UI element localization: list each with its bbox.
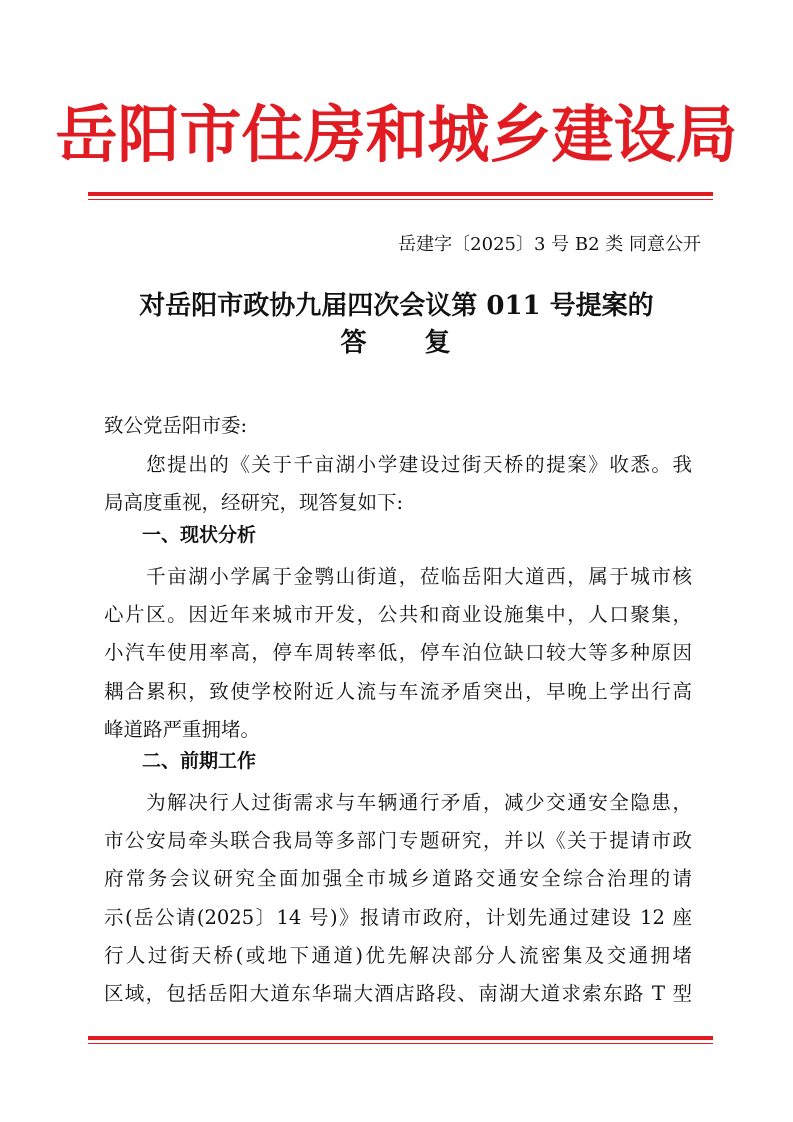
document-title-line1: 对岳阳市政协九届四次会议第 011 号提案的 bbox=[139, 291, 654, 321]
document-title-line2: 答 复 bbox=[340, 328, 453, 358]
document-number: 岳建字〔2025〕3 号 B2 类 同意公开 bbox=[398, 234, 701, 255]
paragraph-line: 心片区。因近年来城市开发，公共和商业设施集中，人口聚集， bbox=[104, 603, 692, 627]
paragraph-line: 您提出的《关于千亩湖小学建设过街天桥的提案》收悉。我 bbox=[104, 453, 692, 476]
paragraph-line: 市公安局牵头联合我局等多部门专题研究，并以《关于提请市政 bbox=[104, 829, 692, 853]
paragraph-line: 行人过街天桥(或地下通道)优先解决部分人流密集及交通拥堵 bbox=[104, 943, 692, 967]
paragraph-line: 局高度重视，经研究，现答复如下: bbox=[104, 491, 404, 515]
paragraph-line: 示(岳公请(2025〕14 号)》报请市政府，计划先通过建设 12 座 bbox=[104, 905, 692, 929]
intro-paragraph bbox=[104, 446, 692, 522]
letterhead-rule-thick bbox=[88, 192, 713, 196]
footer-rule-thin bbox=[88, 1043, 713, 1044]
letterhead-rule-thin bbox=[88, 199, 713, 200]
agency-letterhead: 岳阳市住房和城乡建设局 bbox=[55, 98, 738, 171]
section-paragraph-status-analysis bbox=[104, 558, 692, 749]
section-paragraph-preliminary-work bbox=[104, 784, 692, 1013]
paragraph-line: 千亩湖小学属于金鹗山街道，莅临岳阳大道西，属于城市核 bbox=[104, 565, 692, 588]
section-heading-status-analysis: 一、现状分析 bbox=[142, 524, 257, 546]
footer-rule-thick bbox=[88, 1036, 713, 1040]
paragraph-line: 为解决行人过街需求与车辆通行矛盾，减少交通安全隐患， bbox=[104, 791, 692, 814]
paragraph-line: 府常务会议研究全面加强全市城乡道路交通安全综合治理的请 bbox=[104, 867, 692, 891]
paragraph-line: 耦合累积，致使学校附近人流与车流矛盾突出，早晚上学出行高 bbox=[104, 679, 692, 703]
paragraph-line: 小汽车使用率高，停车周转率低，停车泊位缺口较大等多种原因 bbox=[104, 641, 692, 665]
recipient: 致公党岳阳市委: bbox=[104, 414, 248, 437]
paragraph-line: 区域，包括岳阳大道东华瑞大酒店路段、南湖大道求索东路 T 型 bbox=[104, 982, 692, 1006]
section-heading-preliminary-work: 二、前期工作 bbox=[142, 750, 257, 772]
paragraph-line: 峰道路严重拥堵。 bbox=[104, 717, 261, 741]
